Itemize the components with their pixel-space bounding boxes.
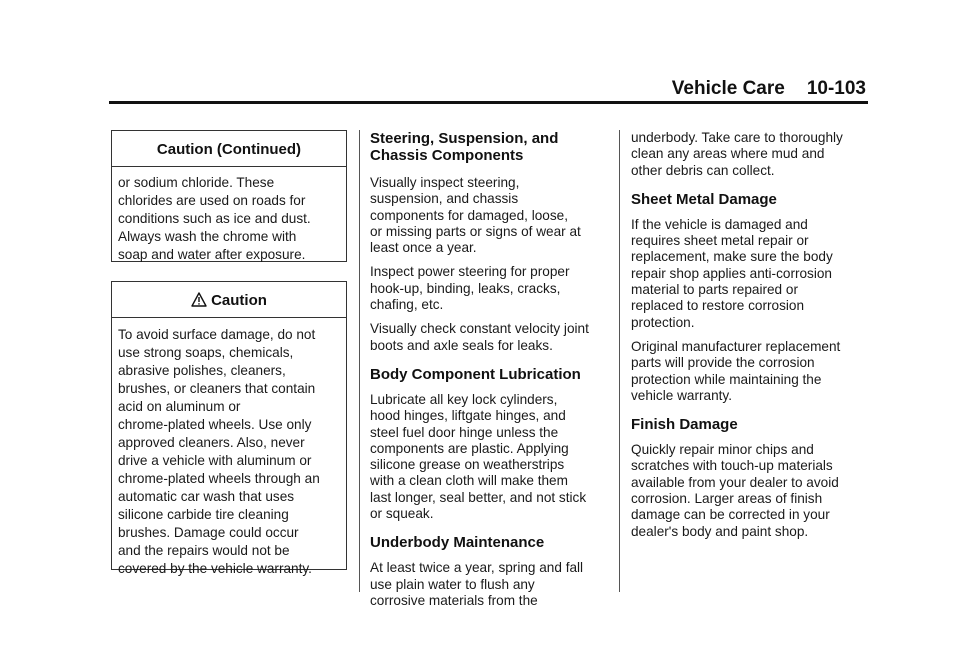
heading-sheet-metal: Sheet Metal Damage <box>631 190 777 208</box>
page-header <box>640 78 866 100</box>
header-rule <box>109 101 868 104</box>
caution-title-bar <box>112 282 346 318</box>
text-line: chlorides are used on roads for <box>118 193 306 208</box>
text-line: soap and water after exposure. <box>118 247 306 262</box>
text-line: brushes. Damage could occur <box>118 525 299 540</box>
text-line: brushes, or cleaners that contain <box>118 381 316 396</box>
text-line: or sodium chloride. These <box>118 175 275 190</box>
text-line: use strong soaps, chemicals, <box>118 345 294 360</box>
paragraph: At least twice a year, spring and fall use plain water to flush any corrosive materials from the <box>370 560 584 608</box>
text-line: conditions such as ice and dust. <box>118 211 311 226</box>
paragraph: Visually check constant velocity joint boots and axle seals for leaks. <box>370 321 589 353</box>
caution-continued-body <box>112 167 346 264</box>
heading-body-lubrication: Body Component Lubrication <box>370 365 581 383</box>
text-line: Always wash the chrome with <box>118 229 297 244</box>
right-column <box>631 130 871 540</box>
heading-finish-damage: Finish Damage <box>631 416 738 434</box>
text-line: silicone carbide tire cleaning <box>118 507 289 522</box>
text-line: and the repairs would not be <box>118 543 290 558</box>
column-divider-right <box>619 130 620 592</box>
column-divider-left <box>359 130 360 592</box>
paragraph: underbody. Take care to thoroughly clean any areas where mud and other debris can collect. <box>631 130 843 178</box>
text-line: covered by the vehicle warranty. <box>118 561 312 576</box>
text-line: chrome-plated wheels. Use only <box>118 417 312 432</box>
caution-title: Caution <box>211 292 267 309</box>
paragraph: Visually inspect steering, suspension, and chassis components for damaged, loose, or missing parts or signs of wear at least once a year. <box>370 175 581 256</box>
heading-underbody: Underbody Maintenance <box>370 534 545 552</box>
text-line: drive a vehicle with aluminum or <box>118 453 312 468</box>
text-line: automatic car wash that uses <box>118 489 295 504</box>
paragraph: If the vehicle is damaged and requires sheet metal repair or replacement, make sure the body repair shop applies anti-corrosion material to parts repaired or replaced to restore corrosion protection. <box>631 216 833 330</box>
text-line: approved cleaners. Also, never <box>118 435 305 450</box>
text-line: To avoid surface damage, do not <box>118 327 316 342</box>
paragraph: Inspect power steering for proper hook-up, binding, leaks, cracks, chafing, etc. <box>370 264 570 313</box>
paragraph: Original manufacturer replacement parts will provide the corrosion protection while maintaining the vehicle warranty. <box>631 338 841 403</box>
text-line: chrome-plated wheels through an <box>118 471 320 486</box>
caution-continued-box <box>111 130 347 262</box>
caution-box <box>111 281 347 576</box>
page-number: 10-103 <box>806 78 866 99</box>
middle-column <box>370 130 610 609</box>
heading-steering: Steering, Suspension, and Chassis Components <box>370 130 559 164</box>
caution-body <box>112 318 346 578</box>
paragraph: Lubricate all key lock cylinders, hood hinges, liftgate hinges, and steel fuel door hinge unless the components are plastic. Applying silicone grease on weatherstrips with a clean cloth will make them last longer, seal better, and not stick or squeak. <box>370 391 587 522</box>
paragraph: Quickly repair minor chips and scratches with touch-up materials available from your dealer to avoid corrosion. Larger areas of finish damage can be corrected in your dealer's body and paint shop. <box>631 442 839 539</box>
warning-triangle-icon <box>191 284 207 299</box>
caution-continued-title: Caution (Continued) <box>112 131 346 167</box>
text-line: acid on aluminum or <box>118 399 241 414</box>
section-title: Vehicle Care <box>671 78 785 99</box>
text-line: abrasive polishes, cleaners, <box>118 363 286 378</box>
